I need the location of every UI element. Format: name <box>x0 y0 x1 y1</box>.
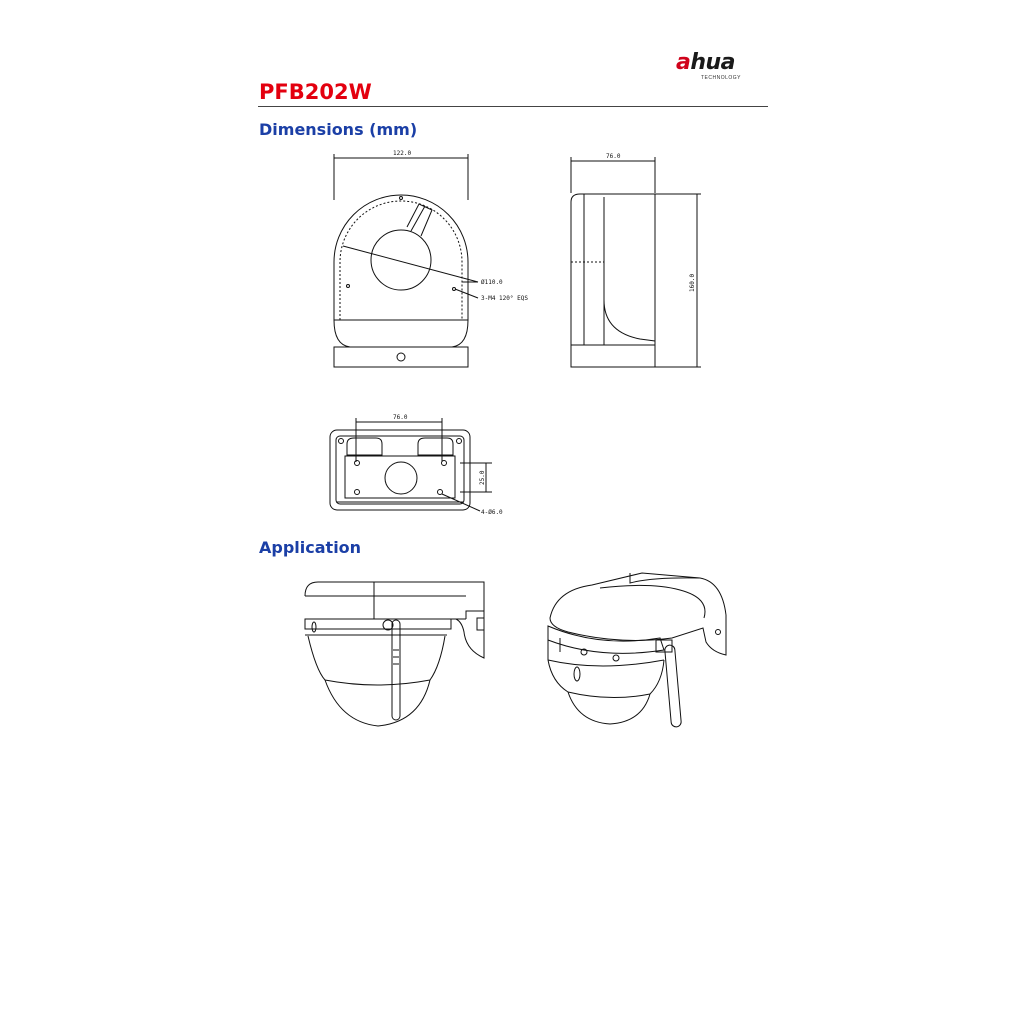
logo-subtitle: TECHNOLOGY <box>701 75 742 81</box>
application-perspective-view <box>548 573 726 727</box>
front-width-label: 122.0 <box>393 150 412 157</box>
front-view-drawing <box>334 154 478 367</box>
side-view-drawing <box>571 157 701 367</box>
section-heading-application: Application <box>259 538 362 557</box>
application-side-view <box>305 582 484 726</box>
screw-spec-label: 3-M4 120° EQS <box>481 295 528 302</box>
bottom-spacing-label: 76.0 <box>393 414 408 421</box>
section-heading-dimensions: Dimensions (mm) <box>259 120 418 139</box>
side-height-label: 160.0 <box>689 273 696 292</box>
hole-diameter-label: Ø110.0 <box>481 279 503 286</box>
dahua-logo: ahua TECHNOLOGY <box>676 50 742 81</box>
side-depth-label: 76.0 <box>606 153 621 160</box>
bottom-depth-label: 25.0 <box>479 470 486 485</box>
bottom-holes-label: 4-Ø6.0 <box>481 509 503 516</box>
bottom-view-drawing <box>330 418 492 511</box>
product-title: PFB202W <box>259 80 372 104</box>
